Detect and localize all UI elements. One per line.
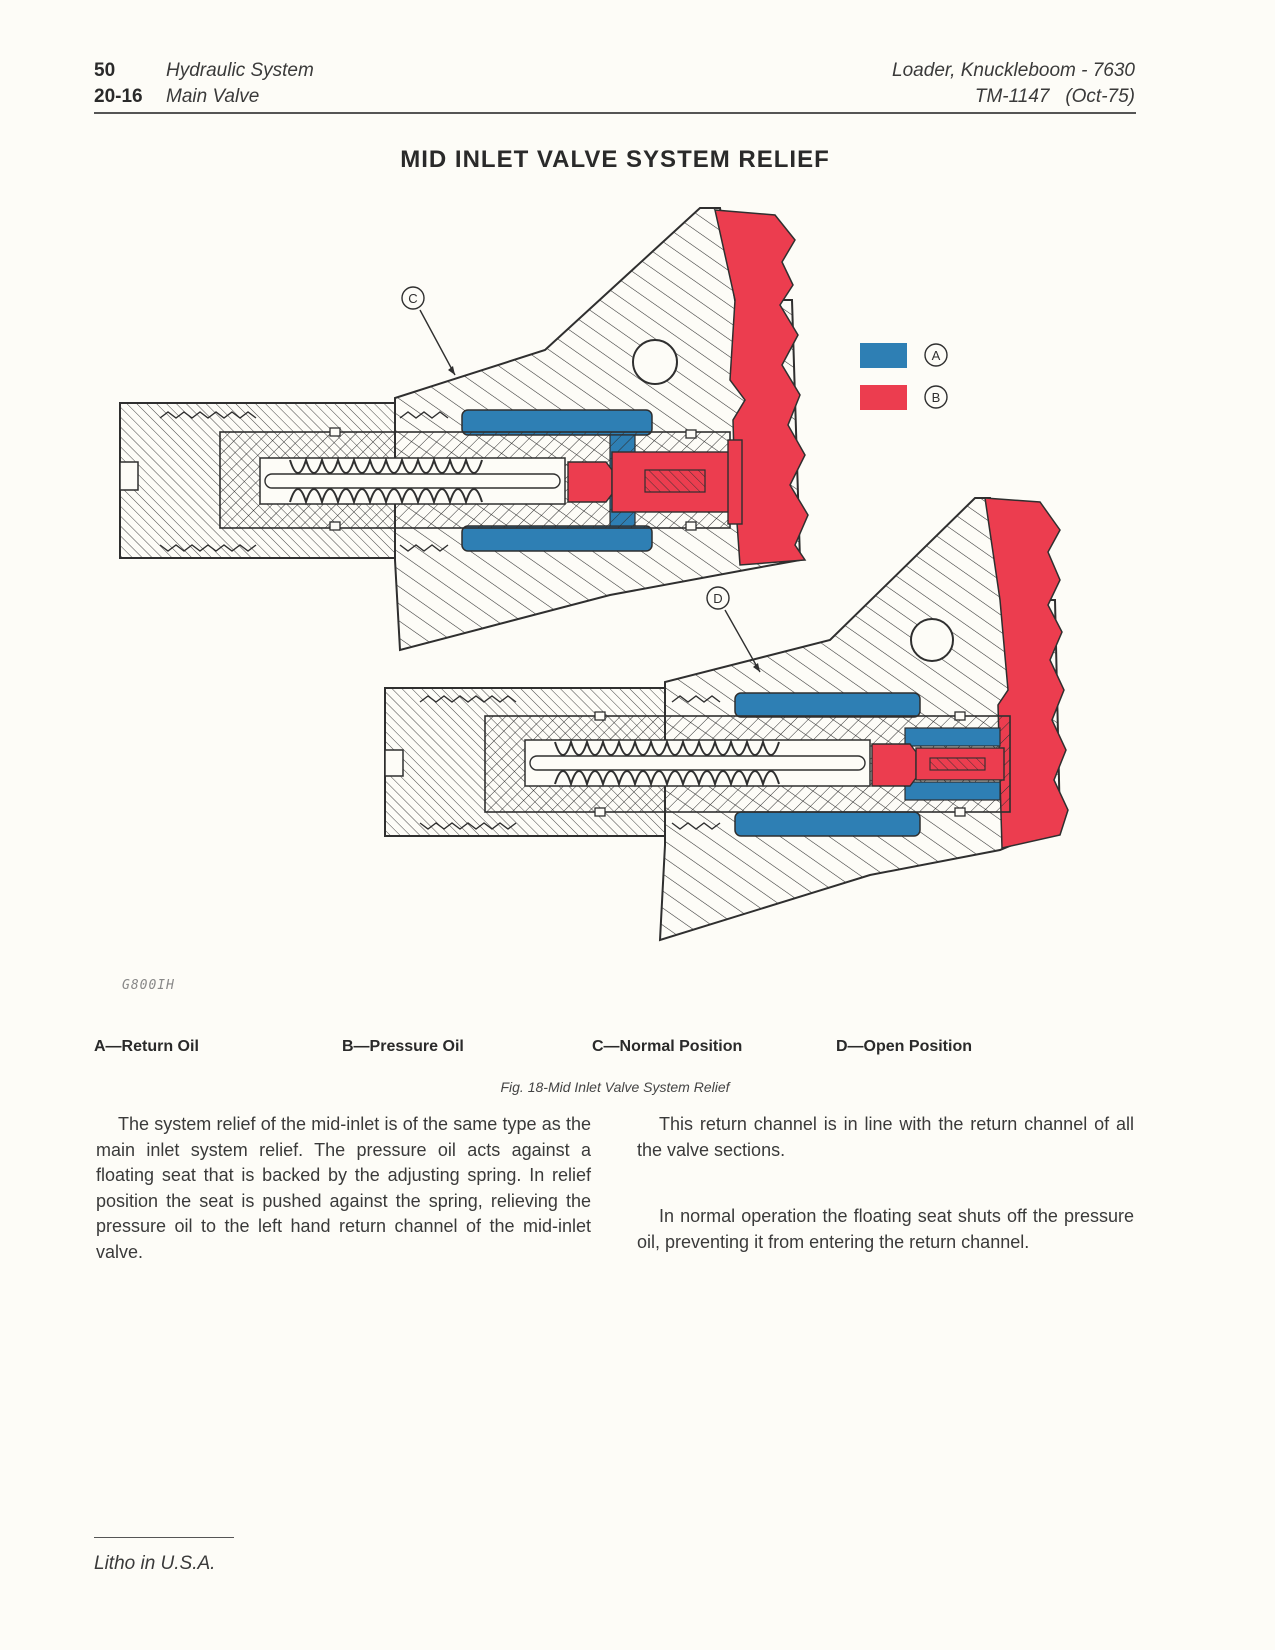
footer-text: Litho in U.S.A. (94, 1553, 216, 1574)
pressure-oil-swatch (860, 385, 907, 410)
passage-hole-open (911, 619, 953, 661)
color-key (860, 343, 947, 410)
section-number: 20-16 (94, 86, 143, 107)
legend-b: B—Pressure Oil (342, 1038, 464, 1055)
legend-c: C—Normal Position (592, 1038, 743, 1055)
page-number: 50 (94, 60, 116, 81)
callout-d (707, 587, 760, 672)
figure-code: G800IH (122, 978, 175, 993)
floating-seat-open (872, 744, 916, 786)
body-paragraph-3: In normal operation the floating seat shuts off the pressure oil, preventing it from entering the return channel. (637, 1206, 1134, 1252)
floating-seat-pressure (568, 462, 612, 502)
callout-d-label: D (713, 591, 723, 606)
return-channel-upper-open (735, 693, 920, 717)
legend-a: A—Return Oil (94, 1038, 199, 1055)
callout-c (402, 287, 455, 375)
legend-d: D—Open Position (836, 1038, 972, 1055)
return-channel-lower (462, 526, 652, 551)
passage-hole (633, 340, 677, 384)
book-title: Loader, Knuckleboom - 7630 (892, 60, 1135, 81)
return-channel-lower-open (735, 812, 920, 836)
subsection-title: Main Valve (166, 86, 260, 107)
header-right (892, 58, 1135, 110)
footer-divider (94, 1537, 234, 1538)
callout-c-label: C (408, 291, 418, 306)
callout-a-label: A (931, 348, 941, 363)
figure-title: MID INLET VALVE SYSTEM RELIEF (400, 146, 830, 173)
figure-caption: Fig. 18-Mid Inlet Valve System Relief (500, 1079, 730, 1095)
return-oil-swatch (860, 343, 907, 368)
callout-b-label: B (931, 390, 941, 405)
body-paragraph-2: This return channel is in line with the return channel of all the valve sections. (637, 1114, 1134, 1160)
section-title: Hydraulic System (166, 60, 314, 81)
valve-diagram (0, 190, 1230, 970)
valve-normal-position (120, 208, 808, 650)
header-divider (94, 112, 1136, 114)
manual-ref: TM-1147 (Oct-75) (974, 86, 1135, 107)
header-left (94, 58, 314, 110)
body-paragraph-1: The system relief of the mid-inlet is of the same type as the main inlet system relief. The pressure oil acts against a floating seat that is backed by the adjusting spring. In relief position the seat is pushed against the spring, relieving the pressure oil to the left hand return channel of the mid-inlet valve. (96, 1114, 591, 1262)
